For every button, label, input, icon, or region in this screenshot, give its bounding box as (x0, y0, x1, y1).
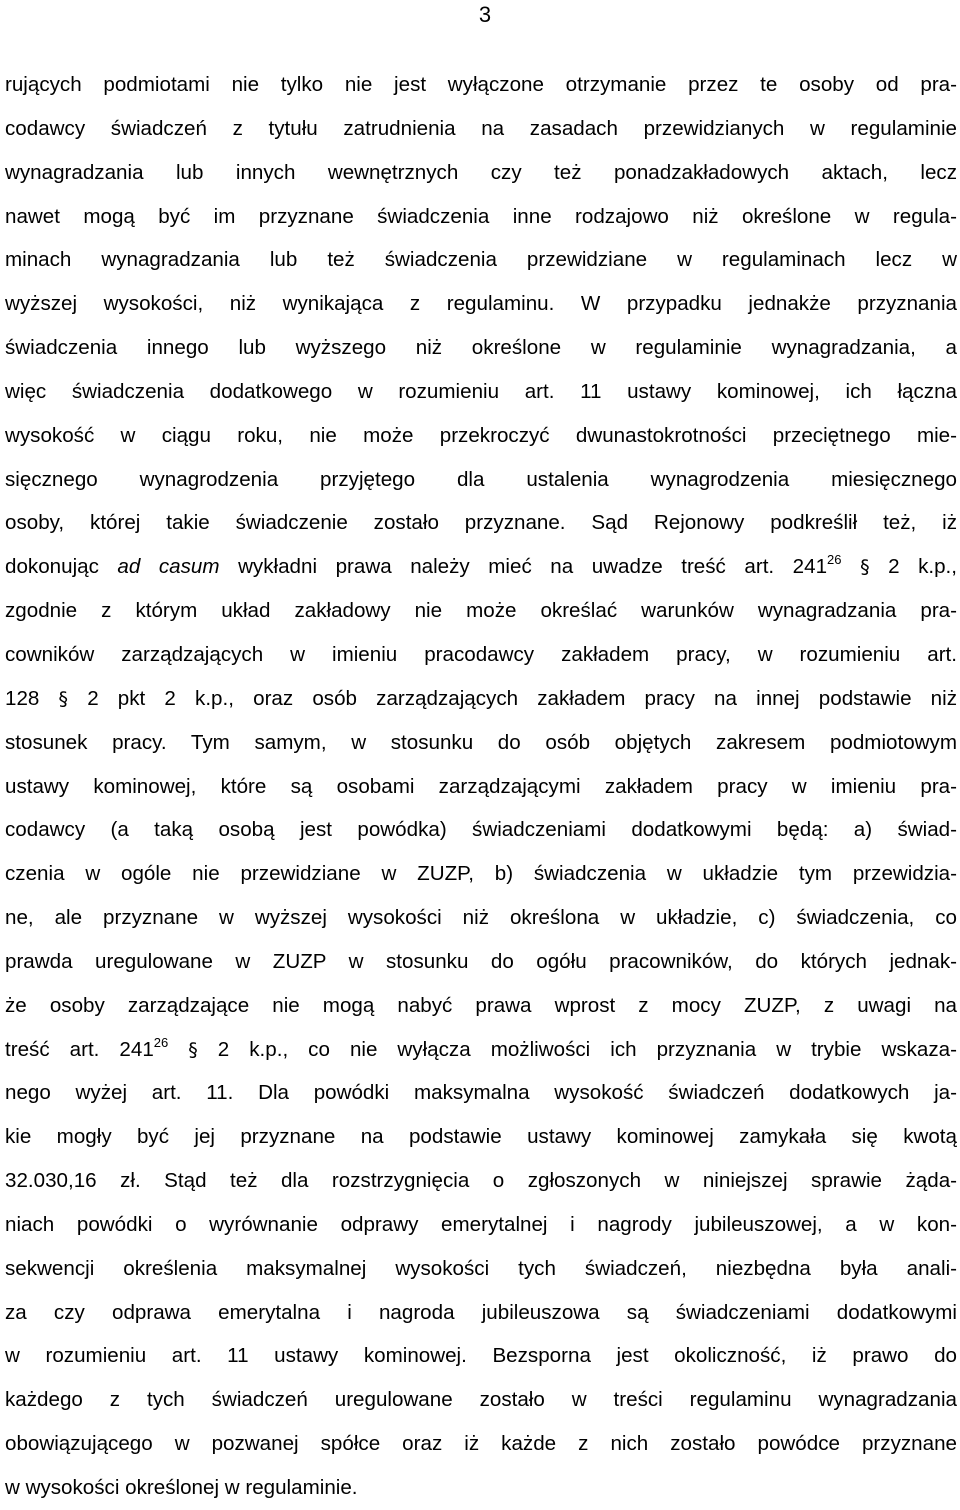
text-run: 128 (5, 686, 59, 710)
text-run: za czy odprawa emerytalna i nagroda jubileuszowa są świadczeniami dodatkowymi (5, 1300, 957, 1324)
text-line (5, 808, 957, 852)
text-run: sekwencji określenia maksymalnej wysokości tych świadczeń, niezbędna była anali- (5, 1256, 957, 1280)
text-run: ne, ale przyznane w wyższej wysokości niż określona w układzie, c) świadczenia, co (5, 906, 957, 930)
text-line (5, 370, 957, 414)
text-run: wynagradzania lub innych wewnętrznych czy też ponadzakładowych aktach, lecz (5, 160, 957, 184)
text-run: czenia w ogóle nie przewidziane w ZUZP, b) świadczenia w układzie tym przewidzia- (5, 862, 957, 886)
text-run: więc świadczenia dodatkowego w rozumieniu art. 11 ustawy kominowej, ich łączna (5, 379, 957, 403)
text-line (5, 896, 957, 940)
text-run: wyższej wysokości, niż wynikająca z regulaminu. W przypadku jednakże przyznania (5, 292, 957, 316)
text-line (5, 589, 957, 633)
text-run: w rozumieniu art. 11 ustawy kominowej. Bezsporna jest okoliczność, iż prawo do (5, 1344, 957, 1368)
text-run: każdego z tych świadczeń uregulowane zostało w treści regulaminu wynagradzania (5, 1388, 957, 1412)
text-run: rujących podmiotami nie tylko nie jest wyłączone otrzymanie przez te osoby od pra- (5, 73, 957, 96)
text-line (5, 151, 957, 195)
text-line (5, 677, 957, 721)
text-line (5, 1378, 957, 1422)
section-sign: § (860, 556, 870, 579)
text-run (842, 555, 861, 578)
text-line (5, 501, 957, 545)
text-run: codawcy (a taką osobą jest powódka) świadczeniami dodatkowymi będą: a) świad- (5, 818, 957, 842)
text-line (5, 107, 957, 151)
text-line (5, 1422, 957, 1466)
text-line (5, 1028, 957, 1072)
text-run: kie mogły być jej przyznane na podstawie ustawy kominowej zamykała się kwotą (5, 1125, 957, 1149)
text-run: wykładni prawa należy mieć na uwadze treść art. 241 (219, 555, 828, 579)
article-superscript: 26 (153, 1034, 169, 1050)
text-line (5, 765, 957, 809)
text-line (5, 1071, 957, 1115)
text-run: stosunek pracy. Tym samym, w stosunku do osób objętych zakresem podmiotowym (5, 730, 957, 754)
page-number: 3 (478, 2, 492, 27)
text-run: 2 pkt 2 k.p., oraz osób zarządzających zakładem pracy na innej podstawie niż (68, 686, 957, 710)
text-line (5, 545, 957, 589)
text-line (5, 1247, 957, 1291)
text-line (5, 721, 957, 765)
text-run: treść art. 241 (5, 1037, 154, 1061)
text-run: 2 k.p., (869, 555, 957, 579)
text-run: świadczenia innego lub wyższego niż określone w regulaminie wynagradzania, a (5, 336, 957, 360)
text-run: dokonując (5, 555, 118, 579)
text-line (5, 1334, 957, 1378)
text-line (5, 633, 957, 677)
text-run: cowników zarządzających w imieniu pracodawcy zakładem pracy, w rozumieniu art. (5, 642, 957, 666)
text-line (5, 852, 957, 896)
text-run: że osoby zarządzające nie mogą nabyć prawa wprost z mocy ZUZP, z uwagi na (5, 993, 957, 1017)
italic-phrase: ad casum (117, 555, 220, 579)
text-line (5, 282, 957, 326)
text-line (5, 1466, 957, 1510)
text-run: w wysokości określonej w regulaminie. (5, 1476, 358, 1499)
section-sign: § (58, 687, 69, 710)
text-line (5, 326, 957, 370)
text-line (5, 195, 957, 239)
text-run: nego wyżej art. 11. Dla powódki maksymalna wysokość świadczeń dodatkowych ja- (5, 1081, 957, 1105)
text-run: obowiązującego w pozwanej spółce oraz iż każde z nich zostało powódce przyznane (5, 1432, 957, 1456)
text-run: 2 k.p., co nie wyłącza możliwości ich przyznania w trybie wskaza- (197, 1037, 957, 1061)
text-run: codawcy świadczeń z tytułu zatrudnienia na zasadach przewidzianych w regulaminie (5, 116, 957, 140)
text-run: sięcznego wynagrodzenia przyjętego dla ustalenia wynagrodzenia miesięcznego (5, 467, 957, 491)
text-line (5, 238, 957, 282)
text-line (5, 63, 957, 107)
text-line (5, 1159, 957, 1203)
section-sign: § (188, 1038, 198, 1061)
text-run (168, 1038, 188, 1061)
text-run: minach wynagradzania lub też świadczenia przewidziane w regulaminach lecz w (5, 248, 957, 272)
text-run: prawda uregulowane w ZUZP w stosunku do ogółu pracowników, do których jednak- (5, 949, 957, 973)
text-line (5, 940, 957, 984)
text-line (5, 984, 957, 1028)
document-body (5, 63, 957, 1510)
text-run: nawet mogą być im przyznane świadczenia inne rodzajowo niż określone w regula- (5, 204, 957, 228)
text-line (5, 1291, 957, 1335)
text-run: zgodnie z którym układ zakładowy nie może określać warunków wynagradzania pra- (5, 599, 957, 623)
text-line (5, 458, 957, 502)
text-line (5, 1203, 957, 1247)
text-run: niach powódki o wyrównanie odprawy emerytalnej i nagrody jubileuszowej, a w kon- (5, 1212, 957, 1236)
text-run: wysokość w ciągu roku, nie może przekroczyć dwunastokrotności przeciętnego mie- (5, 423, 957, 447)
text-run: 32.030,16 zł. Stąd też dla rozstrzygnięcia o zgłoszonych w niniejszej sprawie żąda- (5, 1169, 957, 1193)
article-superscript: 26 (827, 552, 842, 568)
text-line (5, 414, 957, 458)
text-run: osoby, której takie świadczenie zostało przyznane. Sąd Rejonowy podkreślił też, iż (5, 511, 957, 535)
text-line (5, 1115, 957, 1159)
text-run: ustawy kominowej, które są osobami zarządzającymi zakładem pracy w imieniu pra- (5, 774, 957, 798)
